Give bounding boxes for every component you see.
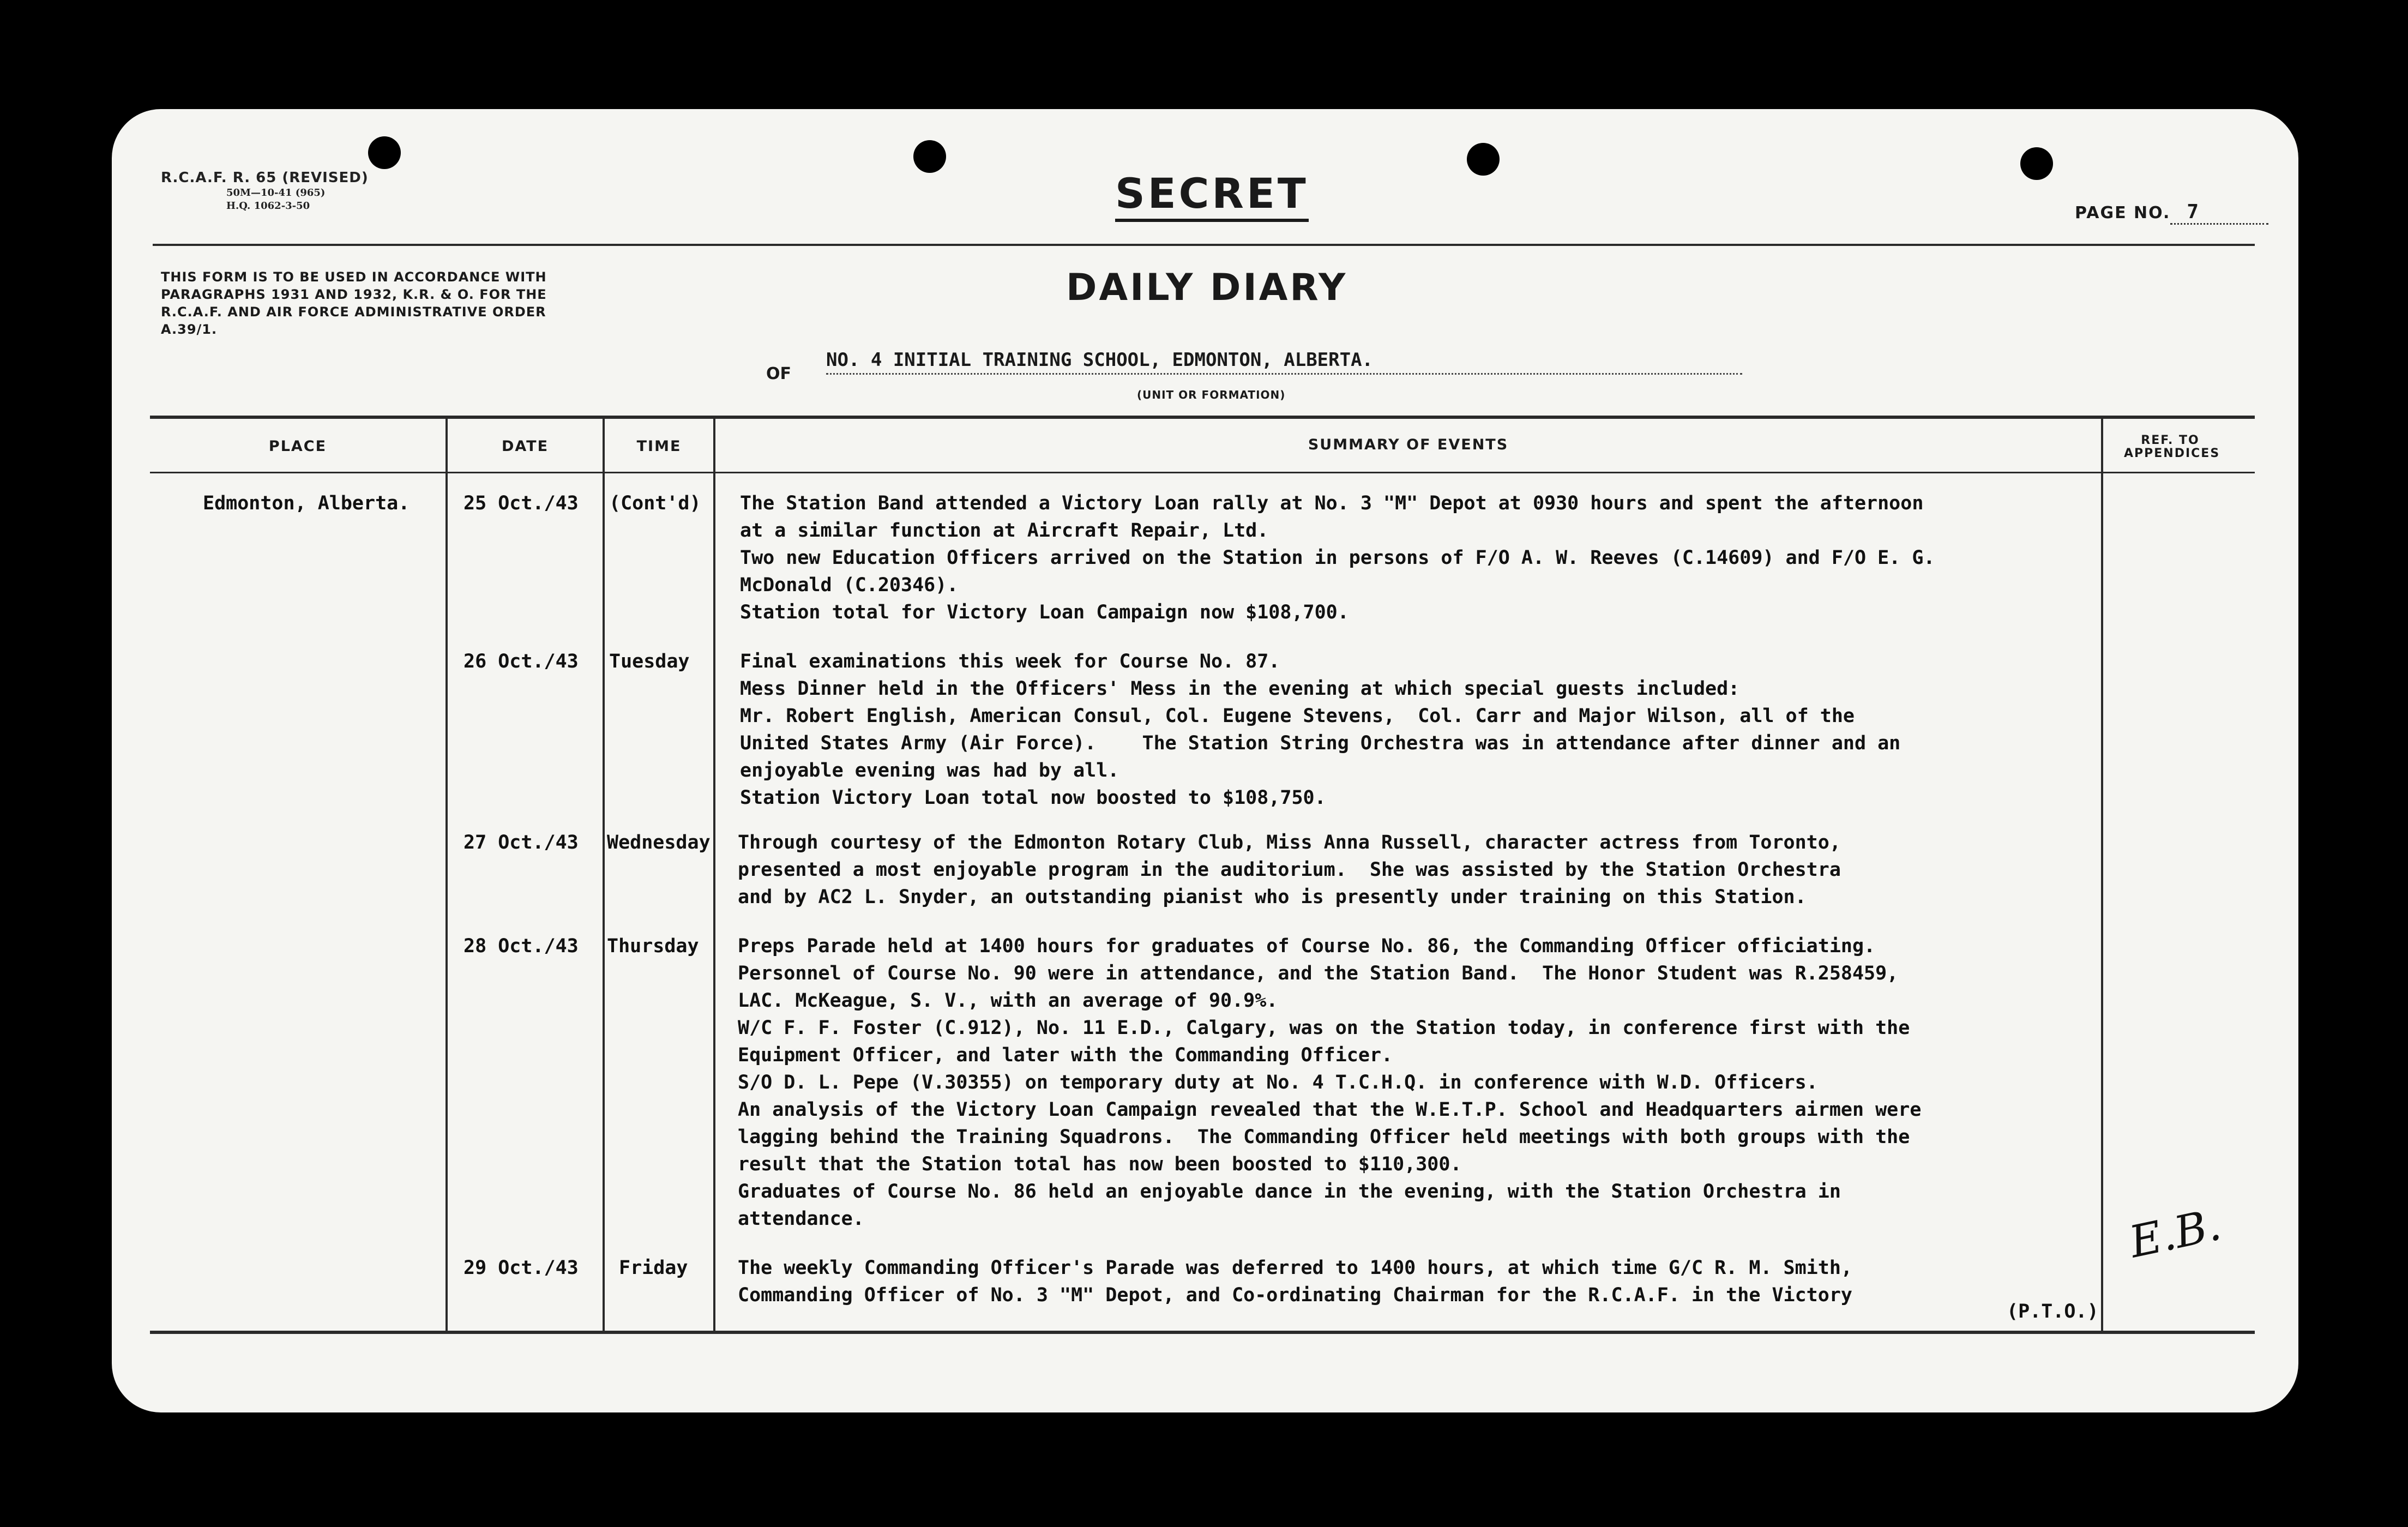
summary-cell: Preps Parade held at 1400 hours for graduates of Course No. 86, the Commanding Officer officiating. Personnel of Course No. 90 were in attendance, and the Station Band. The Honor Student was R.258459, LAC. McKeague, S. V., with an average of 90.9%. W/C F. F. Foster (C.912), No. 11 E.D., Calgary, was on the Station today, in conference first with the Equipment Officer, and later with the Commanding Officer. S/O D. L. Pepe (V.30355) on temporary duty at No. 4 T.C.H.Q. in conference with W.D. Officers. An analysis of the Victory Loan Campaign revealed that the W.E.T.P. School and Headquarters airmen were lagging behind the Training Squadrons. The Commanding Officer held meetings with both groups with the result that the Station total has now been boosted to $110,300. Graduates of Course No. 86 held an enjoyable dance in the evening, with the Station Orchestra in attendance. bbox=[738, 935, 1922, 1230]
date-cell: 29 Oct./43 bbox=[463, 1257, 579, 1279]
time-cell: Thursday bbox=[607, 935, 699, 957]
classification-heading: SECRET bbox=[1115, 169, 1309, 222]
print-line: 50M—10-41 (965) bbox=[226, 187, 326, 199]
form-number: R.C.A.F. R. 65 (REVISED) bbox=[161, 170, 369, 186]
column-divider bbox=[2101, 419, 2103, 1332]
table-top-rule bbox=[150, 416, 2255, 419]
page-number-label: PAGE NO. bbox=[2075, 203, 2171, 223]
punch-hole bbox=[2020, 147, 2053, 180]
time-cell: Wednesday bbox=[607, 832, 711, 853]
table-bottom-rule bbox=[150, 1331, 2255, 1334]
punch-hole bbox=[1467, 143, 1500, 176]
column-header-date: DATE bbox=[501, 438, 549, 455]
summary-cell: Through courtesy of the Edmonton Rotary Club, Miss Anna Russell, character actress from Toronto, presented a most enjoyable program in the auditorium. She was assisted by the Station Orchestra and by AC2 L. Snyder, an outstanding pianist who is presently under training on this Station. bbox=[738, 832, 1841, 908]
unit-caption: (UNIT OR FORMATION) bbox=[1137, 388, 1286, 401]
punch-hole bbox=[913, 140, 946, 173]
summary-cell: The weekly Commanding Officer's Parade was deferred to 1400 hours, at which time G/C R. M. Smith, Commanding Officer of No. 3 "M" Depot, and Co-ordinating Chairman for the R.C.A.F. in the Victory bbox=[738, 1257, 1852, 1306]
form-instructions: THIS FORM IS TO BE USED IN ACCORDANCE WITH PARAGRAPHS 1931 AND 1932, K.R. & O. FOR THE R.C.A.F. AND AIR FORCE ADMINISTRATIVE ORDER A.39/1. bbox=[161, 269, 547, 337]
header-rule bbox=[153, 244, 2255, 246]
column-header-ref: REF. TO APPENDICES bbox=[2124, 434, 2220, 460]
column-header-summary: SUMMARY OF EVENTS bbox=[1308, 436, 1509, 453]
date-cell: 25 Oct./43 bbox=[463, 492, 579, 514]
column-divider bbox=[603, 419, 605, 1332]
print-line: H.Q. 1062-3-50 bbox=[226, 200, 310, 212]
diary-form bbox=[112, 109, 2298, 1412]
date-cell: 28 Oct./43 bbox=[463, 935, 579, 957]
column-divider bbox=[713, 419, 715, 1332]
time-cell: Friday bbox=[619, 1257, 688, 1279]
date-cell: 27 Oct./43 bbox=[463, 832, 579, 853]
page-number-field bbox=[2075, 201, 2268, 225]
time-cell: (Cont'd) bbox=[609, 492, 701, 514]
of-label: OF bbox=[766, 364, 791, 383]
punch-hole bbox=[368, 136, 401, 169]
place-cell: Edmonton, Alberta. bbox=[203, 492, 410, 514]
continuation-note: (P.T.O.) bbox=[2007, 1301, 2099, 1322]
header-bottom-rule bbox=[150, 472, 2255, 473]
time-cell: Tuesday bbox=[609, 651, 690, 672]
handwritten-initials: E.B. bbox=[2125, 1199, 2225, 1268]
page-title: DAILY DIARY bbox=[1066, 266, 1348, 309]
date-cell: 26 Oct./43 bbox=[463, 651, 579, 672]
summary-cell: Final examinations this week for Course No. 87. Mess Dinner held in the Officers' Mess in the evening at which special guests included: Mr. Robert English, American Consul, Col. Eugene Stevens, Col. Carr and Major Wilson, all of the United States Army (Air Force). The Station String Orchestra was in attendance after dinner and an enjoyable evening was had by all. Station Victory Loan total now boosted to $108,750. bbox=[740, 651, 1901, 809]
form-reference bbox=[161, 169, 369, 213]
column-header-place: PLACE bbox=[268, 438, 327, 455]
column-header-time: TIME bbox=[636, 438, 682, 455]
summary-cell: The Station Band attended a Victory Loan rally at No. 3 "M" Depot at 0930 hours and spent the afternoon at a similar function at Aircraft Repair, Ltd. Two new Education Officers arrived on the Station in persons of F/O A. W. Reeves (C.14609) and F/O E. G. McDonald (C.20346). Station total for Victory Loan Campaign now $108,700. bbox=[740, 492, 1935, 623]
column-divider bbox=[446, 419, 448, 1332]
unit-name: NO. 4 INITIAL TRAINING SCHOOL, EDMONTON, ALBERTA. bbox=[826, 349, 1742, 375]
page-number-value: 7 bbox=[2170, 201, 2268, 225]
